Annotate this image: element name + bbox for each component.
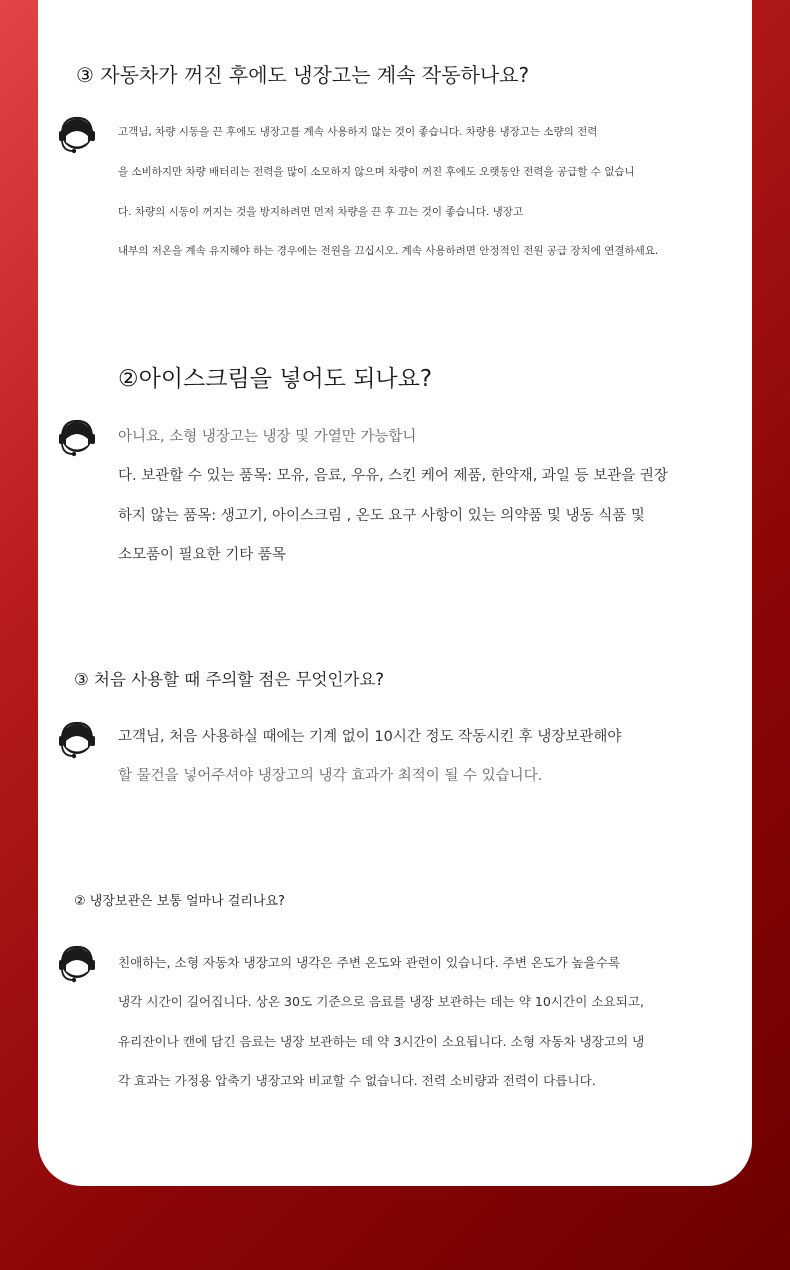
answer-line: 유리잔이나 캔에 담긴 음료는 냉장 보관하는 데 약 3시간이 소요됩니다. 소형 자동차 냉장고의 냉 <box>118 1034 645 1049</box>
answer-line: 아니요, 소형 냉장고는 냉장 및 가열만 가능합니 <box>118 429 417 445</box>
customer-service-avatar-icon <box>58 418 96 458</box>
answer-line: 각 효과는 가정용 압축기 냉장고와 비교할 수 없습니다. 전력 소비량과 전력이 다릅니다. <box>118 1073 596 1088</box>
answer-line: 소모품이 필요한 기타 품목 <box>118 547 286 563</box>
question-title: ③ 처음 사용할 때 주의할 점은 무엇인가요? <box>74 670 385 689</box>
answer-line: 내부의 저온을 계속 유지해야 하는 경우에는 전원을 끄십시오. 계속 사용하려면 안정적인 전원 공급 장치에 연결하세요. <box>118 245 659 257</box>
answer-line: 할 물건을 넣어주셔야 냉장고의 냉각 효과가 최적이 될 수 있습니다. <box>118 768 543 784</box>
answer-line: 고객님, 처음 사용하실 때에는 기계 없이 10시간 정도 작동시킨 후 냉장보관해야 <box>118 729 622 745</box>
answer-line: 을 소비하지만 차량 배터리는 전력을 많이 소모하지 않으며 차량이 꺼진 후에도 오랫동안 전력을 공급할 수 없습니 <box>118 166 635 178</box>
customer-service-avatar-icon <box>58 115 96 155</box>
faq-card <box>38 0 752 1186</box>
answer-line: 고객님, 차량 시동을 끈 후에도 냉장고를 계속 사용하지 않는 것이 좋습니다. 차량용 냉장고는 소량의 전력 <box>118 126 598 138</box>
question-title: ③ 자동차가 꺼진 후에도 냉장고는 계속 작동하나요? <box>76 63 530 87</box>
customer-service-avatar-icon <box>58 720 96 760</box>
answer-line: 다. 차량의 시동이 꺼지는 것을 방지하려면 먼저 차량을 끈 후 끄는 것이 좋습니다. 냉장고 <box>118 206 524 218</box>
question-title: ② 냉장보관은 보통 얼마나 걸리나요? <box>74 894 285 909</box>
answer-line: 하지 않는 품목: 생고기, 아이스크림 , 온도 요구 사항이 있는 의약품 및 냉동 식품 및 <box>118 508 645 524</box>
answer-line: 친애하는, 소형 자동차 냉장고의 냉각은 주변 온도와 관련이 있습니다. 주변 온도가 높을수록 <box>118 955 621 970</box>
customer-service-avatar-icon <box>58 944 96 984</box>
answer-line: 다. 보관할 수 있는 품목: 모유, 음료, 우유, 스킨 케어 제품, 한약재, 과일 등 보관을 권장 <box>118 468 668 484</box>
question-title: ②아이스크림을 넣어도 되나요? <box>118 366 433 392</box>
answer-line: 냉각 시간이 길어집니다. 상온 30도 기준으로 음료를 냉장 보관하는 데는 약 10시간이 소요되고, <box>118 994 645 1009</box>
